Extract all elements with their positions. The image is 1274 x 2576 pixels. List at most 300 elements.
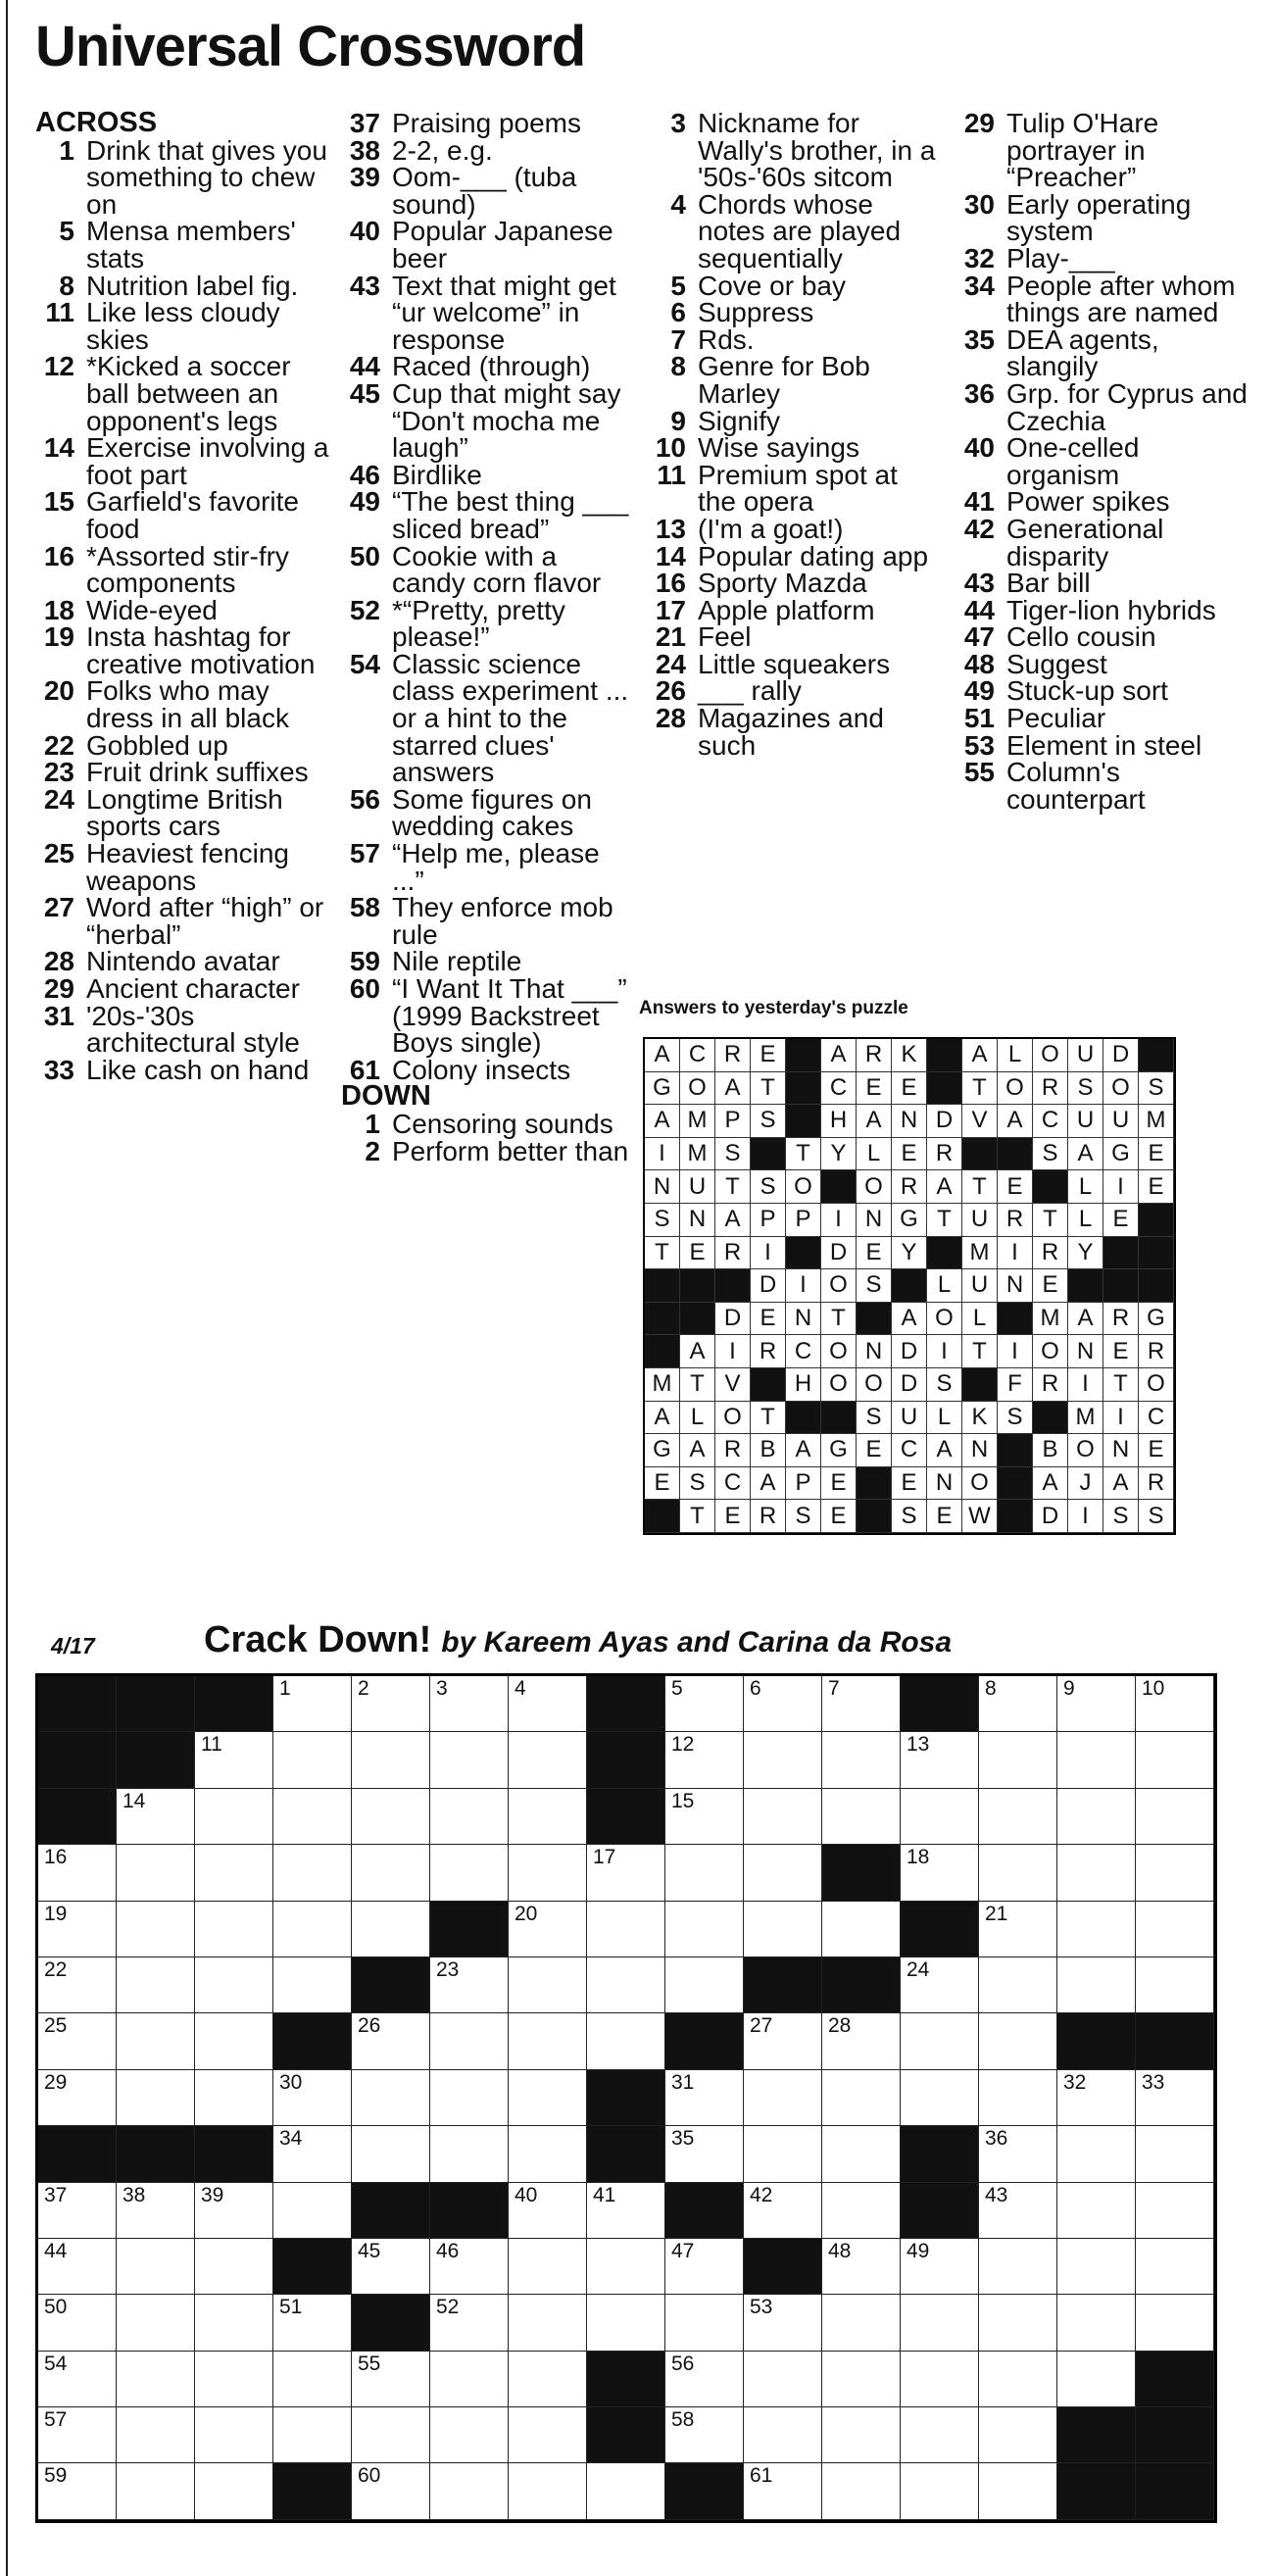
answer-cell: I	[715, 1335, 751, 1368]
grid-cell[interactable]	[822, 2126, 901, 2182]
answer-cell: B	[751, 1434, 786, 1467]
grid-cell[interactable]	[979, 2013, 1057, 2069]
answer-black-square	[962, 1138, 998, 1171]
grid-cell[interactable]	[901, 1845, 979, 1901]
answer-cell: A	[927, 1434, 962, 1467]
grid-cell[interactable]	[273, 2070, 352, 2126]
answer-cell: R	[1033, 1368, 1068, 1402]
grid-cell[interactable]	[509, 2013, 587, 2069]
grid-cell[interactable]	[430, 1732, 509, 1788]
clue-number: 48	[963, 648, 995, 679]
clue-number: 16	[43, 540, 74, 571]
answer-cell: O	[998, 1072, 1033, 1106]
grid-cell[interactable]	[822, 2295, 901, 2351]
cell-number: 22	[44, 1957, 68, 1981]
grid-cell[interactable]	[587, 1902, 665, 1957]
clue-text: Praising poems	[392, 108, 581, 138]
clue-item	[35, 540, 334, 599]
clue-text: Mensa members' stats	[86, 216, 296, 273]
grid-cell[interactable]	[901, 2463, 979, 2519]
answer-black-square	[857, 1500, 892, 1533]
grid-cell[interactable]	[744, 2013, 822, 2069]
black-square	[744, 1957, 822, 2013]
grid-cell[interactable]	[587, 1845, 665, 1901]
cell-number: 11	[201, 1733, 222, 1757]
grid-cell[interactable]	[352, 1845, 430, 1901]
grid-cell[interactable]	[1057, 1845, 1136, 1901]
grid-cell[interactable]	[273, 2407, 352, 2463]
grid-cell[interactable]	[1057, 2239, 1136, 2295]
grid-cell[interactable]	[901, 2407, 979, 2463]
answer-cell: E	[821, 1467, 857, 1501]
clue-text: 2-2, e.g.	[392, 134, 493, 166]
grid-cell[interactable]	[430, 1845, 509, 1901]
grid-cell[interactable]	[430, 2295, 509, 2351]
grid-cell[interactable]	[38, 2070, 117, 2126]
grid-cell[interactable]	[979, 2295, 1057, 2351]
grid-cell[interactable]	[744, 2126, 822, 2182]
answer-cell: N	[998, 1269, 1033, 1303]
clue-column-1	[35, 107, 334, 1085]
grid-cell[interactable]	[430, 2070, 509, 2126]
grid-cell[interactable]	[744, 1902, 822, 1957]
grid-cell[interactable]	[430, 1789, 509, 1845]
grid-cell[interactable]	[979, 1789, 1057, 1845]
grid-cell[interactable]	[509, 2183, 587, 2239]
grid-cell[interactable]	[195, 2239, 273, 2295]
grid-cell[interactable]	[1136, 2070, 1214, 2126]
grid-cell[interactable]	[1057, 2183, 1136, 2239]
clue-number: 25	[43, 838, 74, 869]
grid-cell[interactable]	[352, 2239, 430, 2295]
answer-cell: N	[927, 1467, 962, 1501]
grid-cell[interactable]	[273, 2126, 352, 2182]
grid-cell[interactable]	[1136, 2183, 1214, 2239]
grid-cell[interactable]	[1136, 1676, 1214, 1732]
grid-cell[interactable]	[117, 2070, 195, 2126]
answer-cell: A	[680, 1434, 715, 1467]
grid-cell[interactable]	[352, 1902, 430, 1957]
answer-cell: G	[645, 1434, 680, 1467]
answer-cell: N	[786, 1303, 821, 1336]
clue-text: Insta hashtag for creative motivation	[86, 621, 316, 679]
answer-cell: O	[821, 1269, 857, 1303]
grid-cell[interactable]	[822, 2239, 901, 2295]
answer-black-square	[1103, 1269, 1139, 1303]
grid-cell[interactable]	[38, 1957, 117, 2013]
answer-cell: E	[1033, 1269, 1068, 1303]
grid-cell[interactable]	[1136, 1845, 1214, 1901]
grid-cell[interactable]	[979, 1845, 1057, 1901]
clue-text: Nintendo avatar	[86, 946, 280, 977]
answer-cell: A	[962, 1039, 998, 1072]
clue-text: Exercise involving a foot part	[86, 432, 329, 490]
clue-number: 28	[43, 946, 74, 977]
grid-cell[interactable]	[195, 2295, 273, 2351]
grid-cell[interactable]	[430, 2352, 509, 2407]
grid-cell[interactable]	[273, 2295, 352, 2351]
grid-cell[interactable]	[979, 2352, 1057, 2407]
clue-number: 35	[963, 323, 995, 355]
answer-cell: I	[645, 1138, 680, 1171]
grid-cell[interactable]	[273, 1676, 352, 1732]
across-heading: ACROSS	[35, 107, 158, 138]
answer-cell: U	[1068, 1039, 1103, 1072]
answer-cell: S	[786, 1500, 821, 1533]
grid-cell[interactable]	[117, 1845, 195, 1901]
grid-cell[interactable]	[273, 2183, 352, 2239]
grid-cell[interactable]	[352, 2352, 430, 2407]
grid-cell[interactable]	[1136, 2126, 1214, 2182]
grid-cell[interactable]	[117, 2183, 195, 2239]
grid-cell[interactable]	[744, 2463, 822, 2519]
grid-cell[interactable]	[38, 1845, 117, 1901]
grid-cell[interactable]	[901, 1732, 979, 1788]
grid-cell[interactable]	[195, 2183, 273, 2239]
black-square	[901, 1902, 979, 1957]
answer-cell: I	[927, 1335, 962, 1368]
clue-number: 50	[349, 540, 380, 571]
answer-cell: O	[1139, 1368, 1174, 1402]
answer-cell: R	[751, 1500, 786, 1533]
grid-cell[interactable]	[665, 2239, 744, 2295]
grid-cell[interactable]	[665, 2407, 744, 2463]
cell-number: 19	[44, 1902, 68, 1925]
grid-cell[interactable]	[195, 1957, 273, 2013]
answer-cell: U	[962, 1204, 998, 1237]
grid-cell[interactable]	[509, 2126, 587, 2182]
grid-cell[interactable]	[744, 2070, 822, 2126]
grid-cell[interactable]	[509, 2295, 587, 2351]
grid-cell[interactable]	[117, 2352, 195, 2407]
grid-cell[interactable]	[352, 2126, 430, 2182]
grid-cell[interactable]	[195, 2352, 273, 2407]
cell-number: 43	[985, 2183, 1008, 2206]
clue-item	[341, 783, 635, 842]
grid-cell[interactable]	[117, 2463, 195, 2519]
grid-cell[interactable]	[822, 1732, 901, 1788]
answer-cell: R	[715, 1039, 751, 1072]
grid-cell[interactable]	[1057, 1732, 1136, 1788]
clue-number: 16	[655, 568, 686, 599]
clue-text: Bar bill	[1006, 568, 1091, 599]
clue-text: Colony insects	[392, 1054, 571, 1085]
grid-cell[interactable]	[352, 1732, 430, 1788]
grid-cell[interactable]	[1057, 1789, 1136, 1845]
clue-text: “I Want It That ___” (1999 Backstreet Boys single)	[392, 973, 627, 1059]
cell-number: 45	[358, 2239, 381, 2262]
grid-cell[interactable]	[1057, 1676, 1136, 1732]
grid-cell[interactable]	[1136, 1902, 1214, 1957]
answer-cell: A	[998, 1105, 1033, 1138]
answer-black-square	[786, 1039, 821, 1072]
cell-number: 41	[593, 2183, 616, 2206]
grid-cell[interactable]	[195, 1845, 273, 1901]
grid-cell[interactable]	[509, 2239, 587, 2295]
grid-cell[interactable]	[665, 1902, 744, 1957]
grid-cell[interactable]	[587, 2239, 665, 2295]
grid-cell[interactable]	[117, 2239, 195, 2295]
grid-cell[interactable]	[665, 1789, 744, 1845]
grid-cell[interactable]	[38, 2013, 117, 2069]
grid-cell[interactable]	[430, 2013, 509, 2069]
answer-cell: U	[1103, 1105, 1139, 1138]
grid-cell[interactable]	[665, 2126, 744, 2182]
grid-cell[interactable]	[587, 2183, 665, 2239]
grid-cell[interactable]	[822, 1789, 901, 1845]
grid-cell[interactable]	[430, 1957, 509, 2013]
grid-cell[interactable]	[38, 2295, 117, 2351]
answer-cell: I	[786, 1269, 821, 1303]
grid-cell[interactable]	[117, 2295, 195, 2351]
grid-cell[interactable]	[744, 2407, 822, 2463]
grid-cell[interactable]	[352, 2013, 430, 2069]
grid-cell[interactable]	[901, 2352, 979, 2407]
grid-cell[interactable]	[195, 2407, 273, 2463]
grid-cell[interactable]	[901, 1789, 979, 1845]
grid-cell[interactable]	[979, 1732, 1057, 1788]
answer-cell: O	[821, 1368, 857, 1402]
grid-cell[interactable]	[509, 1957, 587, 2013]
grid-cell[interactable]	[822, 2352, 901, 2407]
grid-cell[interactable]	[509, 1845, 587, 1901]
clue-text: “The best thing ___ sliced bread”	[392, 486, 629, 544]
answer-cell: A	[715, 1204, 751, 1237]
grid-cell[interactable]	[1057, 1957, 1136, 2013]
grid-cell[interactable]	[901, 2295, 979, 2351]
answer-cell: S	[892, 1500, 927, 1533]
answer-cell: R	[1033, 1237, 1068, 1270]
grid-cell[interactable]	[38, 1902, 117, 1957]
grid-cell[interactable]	[901, 2013, 979, 2069]
grid-cell[interactable]	[979, 2183, 1057, 2239]
answer-cell: Y	[892, 1237, 927, 1270]
grid-cell[interactable]	[822, 2013, 901, 2069]
grid-cell[interactable]	[1136, 1732, 1214, 1788]
grid-cell[interactable]	[430, 2239, 509, 2295]
grid-cell[interactable]	[901, 2239, 979, 2295]
clue-number: 43	[349, 270, 380, 301]
grid-cell[interactable]	[38, 2183, 117, 2239]
grid-cell[interactable]	[587, 2013, 665, 2069]
clue-item	[341, 594, 635, 653]
black-square	[1136, 2463, 1214, 2519]
answer-cell: A	[680, 1335, 715, 1368]
clue-number: 18	[43, 594, 74, 625]
grid-cell[interactable]	[509, 2352, 587, 2407]
grid-cell[interactable]	[901, 2070, 979, 2126]
grid-cell[interactable]	[665, 1732, 744, 1788]
grid-cell[interactable]	[509, 2070, 587, 2126]
grid-cell[interactable]	[509, 1676, 587, 1732]
grid-cell[interactable]	[38, 2352, 117, 2407]
grid-cell[interactable]	[822, 2070, 901, 2126]
answer-cell: D	[927, 1105, 962, 1138]
grid-cell[interactable]	[822, 2463, 901, 2519]
clue-number: 49	[963, 675, 995, 707]
grid-cell[interactable]	[509, 1902, 587, 1957]
answer-cell: O	[927, 1303, 962, 1336]
black-square	[1136, 2013, 1214, 2069]
clue-item	[341, 164, 635, 218]
answer-cell: N	[680, 1204, 715, 1237]
answer-cell: O	[1068, 1434, 1103, 1467]
grid-cell[interactable]	[38, 2463, 117, 2519]
answer-cell: R	[1033, 1072, 1068, 1106]
answer-cell: S	[1139, 1500, 1174, 1533]
black-square	[901, 2126, 979, 2182]
grid-cell[interactable]	[117, 2407, 195, 2463]
grid-cell[interactable]	[665, 1676, 744, 1732]
answer-cell: G	[1139, 1303, 1174, 1336]
clue-item	[35, 894, 334, 948]
answer-cell: L	[927, 1402, 962, 1435]
grid-cell[interactable]	[195, 1902, 273, 1957]
grid-cell[interactable]	[195, 1732, 273, 1788]
grid-cell[interactable]	[744, 1676, 822, 1732]
black-square	[901, 1676, 979, 1732]
clue-number: 47	[963, 621, 995, 653]
grid-cell[interactable]	[979, 2407, 1057, 2463]
grid-cell[interactable]	[352, 1676, 430, 1732]
grid-cell[interactable]	[665, 1845, 744, 1901]
grid-cell[interactable]	[117, 2013, 195, 2069]
grid-cell[interactable]	[587, 2295, 665, 2351]
grid-cell[interactable]	[1136, 2239, 1214, 2295]
clue-text: Raced (through)	[392, 351, 591, 382]
grid-cell[interactable]	[822, 2407, 901, 2463]
grid-cell[interactable]	[587, 2463, 665, 2519]
grid-cell[interactable]	[744, 2352, 822, 2407]
grid-cell[interactable]	[744, 2183, 822, 2239]
grid-cell[interactable]	[979, 2070, 1057, 2126]
grid-cell[interactable]	[1136, 1789, 1214, 1845]
answer-black-square	[680, 1269, 715, 1303]
answer-cell: T	[1033, 1204, 1068, 1237]
answer-cell: C	[1139, 1402, 1174, 1435]
answer-cell: D	[1103, 1039, 1139, 1072]
grid-cell[interactable]	[822, 2183, 901, 2239]
grid-cell[interactable]	[430, 1676, 509, 1732]
clue-number: 29	[43, 973, 74, 1004]
answer-black-square	[857, 1467, 892, 1501]
grid-cell[interactable]	[195, 2013, 273, 2069]
grid-cell[interactable]	[38, 2239, 117, 2295]
grid-cell[interactable]	[273, 1957, 352, 2013]
grid-cell[interactable]	[273, 1902, 352, 1957]
grid-cell[interactable]	[273, 1845, 352, 1901]
grid-cell[interactable]	[430, 2463, 509, 2519]
answer-cell: M	[962, 1237, 998, 1270]
grid-cell[interactable]	[665, 2352, 744, 2407]
grid-cell[interactable]	[509, 1732, 587, 1788]
answer-cell: L	[1068, 1170, 1103, 1204]
clue-text: Popular Japanese beer	[392, 216, 613, 273]
grid-cell[interactable]	[1057, 2352, 1136, 2407]
grid-cell[interactable]	[979, 1676, 1057, 1732]
cell-number: 27	[750, 2014, 773, 2038]
grid-cell[interactable]	[195, 1789, 273, 1845]
grid-cell[interactable]	[117, 1789, 195, 1845]
clue-item	[341, 540, 635, 599]
grid-cell[interactable]	[979, 2239, 1057, 2295]
grid-cell[interactable]	[509, 2463, 587, 2519]
grid-cell[interactable]	[744, 2295, 822, 2351]
clue-number: 31	[43, 1000, 74, 1031]
grid-cell[interactable]	[273, 1789, 352, 1845]
grid-cell[interactable]	[117, 1957, 195, 2013]
cell-number: 10	[1142, 1677, 1165, 1700]
clue-item	[956, 570, 1254, 597]
grid-cell[interactable]	[117, 1902, 195, 1957]
clue-number: 44	[963, 594, 995, 625]
grid-cell[interactable]	[979, 2463, 1057, 2519]
grid-cell[interactable]	[273, 2352, 352, 2407]
answer-cell: T	[786, 1138, 821, 1171]
grid-cell[interactable]	[665, 1957, 744, 2013]
cell-number: 13	[906, 1733, 930, 1757]
grid-cell[interactable]	[38, 2407, 117, 2463]
answer-black-square	[1139, 1269, 1174, 1303]
grid-cell[interactable]	[744, 1789, 822, 1845]
grid-cell[interactable]	[1057, 2295, 1136, 2351]
grid-cell[interactable]	[509, 2407, 587, 2463]
grid-cell[interactable]	[352, 2070, 430, 2126]
grid-cell[interactable]	[352, 2407, 430, 2463]
answer-cell: T	[927, 1204, 962, 1237]
grid-cell[interactable]	[195, 2070, 273, 2126]
answer-cell: G	[1103, 1138, 1139, 1171]
answer-cell: S	[715, 1138, 751, 1171]
grid-cell[interactable]	[430, 2126, 509, 2182]
grid-cell[interactable]	[509, 1789, 587, 1845]
grid-cell[interactable]	[979, 1957, 1057, 2013]
grid-cell[interactable]	[1057, 2126, 1136, 2182]
clue-number: 13	[655, 513, 686, 544]
grid-cell[interactable]	[822, 1902, 901, 1957]
grid-cell[interactable]	[901, 1957, 979, 2013]
clue-item	[647, 623, 941, 651]
grid-cell[interactable]	[1136, 2295, 1214, 2351]
cell-number: 4	[514, 1677, 526, 1700]
clue-item	[956, 188, 1254, 247]
clue-number: 17	[655, 594, 686, 625]
grid-cell[interactable]	[979, 1902, 1057, 1957]
grid-cell[interactable]	[665, 2295, 744, 2351]
clue-item	[647, 405, 941, 436]
grid-cell[interactable]	[979, 2126, 1057, 2182]
grid-cell[interactable]	[352, 1789, 430, 1845]
grid-cell[interactable]	[744, 1732, 822, 1788]
grid-cell[interactable]	[587, 1957, 665, 2013]
clue-item	[341, 110, 635, 137]
clue-column-4	[956, 110, 1254, 813]
grid-cell[interactable]	[273, 1732, 352, 1788]
clue-number: 24	[655, 648, 686, 679]
grid-cell[interactable]	[352, 2463, 430, 2519]
grid-cell[interactable]	[822, 1676, 901, 1732]
grid-cell[interactable]	[1057, 1902, 1136, 1957]
clue-number: 27	[43, 892, 74, 923]
grid-cell[interactable]	[430, 2407, 509, 2463]
grid-cell[interactable]	[665, 2070, 744, 2126]
grid-cell[interactable]	[195, 2463, 273, 2519]
cell-number: 60	[358, 2464, 381, 2488]
grid-cell[interactable]	[744, 1845, 822, 1901]
grid-cell[interactable]	[1136, 1957, 1214, 2013]
grid-cell[interactable]	[1057, 2070, 1136, 2126]
cell-number: 33	[1142, 2070, 1165, 2094]
